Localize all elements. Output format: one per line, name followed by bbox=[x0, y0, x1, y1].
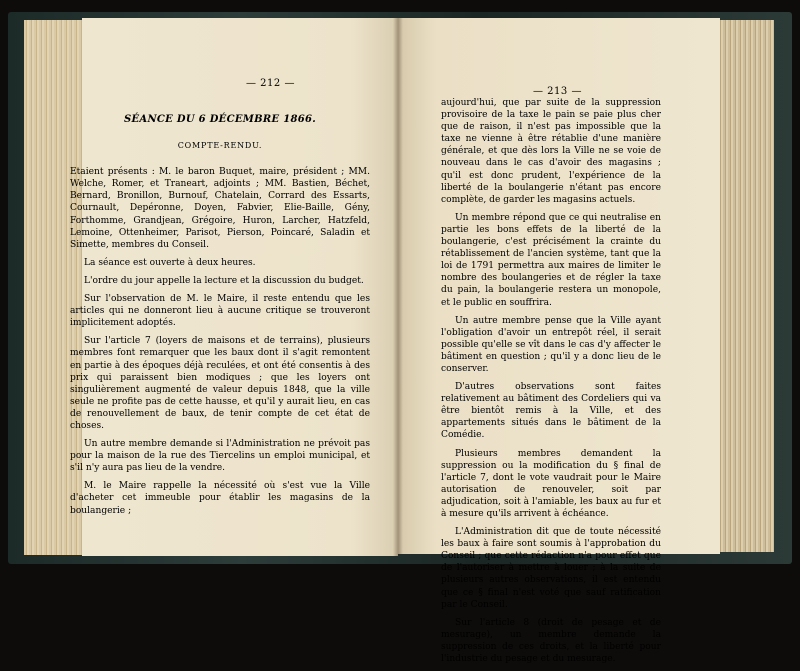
left-page-number: — 212 — bbox=[246, 78, 295, 89]
paragraph: Plusieurs membres demandent la suppression ou la modification du § final de l'article 7, dont le vote vaudrait pour le Maire autorisation de renouveler, soit par adjudication, soit à l'amiable, les baux au fur et à mesure qu'ils arrivent à échéance. bbox=[441, 448, 661, 519]
paragraph: Sur l'article 8 (droit de pesage et de mesurage), un membre demande la suppression de ces droits, et la liberté pour l'industrie du pesage et du mesurage. bbox=[441, 617, 661, 665]
paragraph: Sur l'article 7 (loyers de maisons et de terrains), plusieurs membres font remarquer que les baux dont il s'agit remontent en partie à des époques déjà reculées, et ont été consentis à des prix qui paraissent bien modiques ; que les loyers ont singulièrement augmenté de valeur depuis 1848, que la ville seule ne profite pas de cette hausse, et qu'il y aurait lieu, en cas de renouvellement de baux, de tenir compte de cet état de choses. bbox=[70, 336, 370, 431]
session-title: SÉANCE DU 6 DÉCEMBRE 1866. bbox=[123, 114, 317, 125]
right-page-edges bbox=[718, 20, 774, 552]
section-subtitle: COMPTE-RENDU. bbox=[177, 141, 263, 151]
paragraph: aujourd'hui, que par suite de la suppression provisoire de la taxe le pain se paie plus cher que de raison, il n'est pas impossible que la taxe ne vienne à être rétablie d'une manière générale, et que dès lors la Ville ne se voie de nouveau dans le cas d'avoir des magasins ; qu'il est donc prudent, l'expérience de la liberté de la boulangerie n'étant pas encore complète, de garder les magasins actuels. bbox=[441, 98, 661, 205]
paragraph: Un membre répond que ce qui neutralise en partie les bons effets de la liberté de la boulangerie, c'est précisément la crainte du rétablissement de l'ancien système, tant que la loi de 1791 permettra aux maires de limiter le nombre des boulangeries et de régler la taxe du pain, la boulangerie restera un monopole, et le public en souffrira. bbox=[441, 212, 661, 308]
paragraph: L'ordre du jour appelle la lecture et la discussion du budget. bbox=[84, 275, 364, 286]
paragraph: La séance est ouverte à deux heures. bbox=[84, 257, 256, 268]
paragraph: L'Administration dit que de toute nécessité les baux à faire sont soumis à l'approbation du Conseil ; que cette rédaction n'a pour effet que de l'autoriser à mettre à louer ; à la suite de plusieurs autres observations, il est entendu que ce § final n'est voté que sauf ratification par le Conseil. bbox=[441, 527, 661, 610]
book-gutter bbox=[393, 18, 403, 556]
paragraph: M. le Maire rappelle la nécessité où s'est vue la Ville d'acheter cet immeuble pour établir les magasins de la boulangerie ; bbox=[70, 481, 370, 516]
paragraph: Un autre membre demande si l'Administration ne prévoit pas pour la maison de la rue des Tiercelins un emploi municipal, et s'il n'y aura pas lieu de la vendre. bbox=[70, 439, 370, 474]
right-page-number: — 213 — bbox=[533, 86, 582, 97]
left-page-text bbox=[70, 114, 370, 523]
paragraph: Un autre membre pense que la Ville ayant l'obligation d'avoir un entrepôt réel, il serait possible qu'elle se vît dans le cas d'y affecter le bâtiment en question ; qu'il y a donc lieu de le conserver. bbox=[441, 315, 661, 374]
paragraph: D'autres observations sont faites relativement au bâtiment des Cordeliers qui va être bientôt remis à la Ville, et des appartements situés dans le bâtiment de la Comédie. bbox=[441, 382, 661, 441]
right-page-text bbox=[441, 97, 661, 671]
paragraph: Etaient présents : M. le baron Buquet, maire, président ; MM. Welche, Romer, et Traneart, adjoints ; MM. Bastien, Béchet, Bernard, Bronillon, Burnouf, Chatelain, Corrard des Essarts, Cournault, Depéronne, Doyen, Fabvier, Elie-Baille, Gény, Forthomme, Grandjean, Grégoire, Huron, Larcher, Hatzfeld, Lemoine, Ottenheimer, Parisot, Pierson, Poincaré, Saladin et Simette, membres du Conseil. bbox=[70, 167, 370, 250]
paragraph: Sur l'observation de M. le Maire, il reste entendu que les articles qui ne donneront lieu à aucune critique se trouveront implicitement adoptés. bbox=[70, 294, 370, 329]
